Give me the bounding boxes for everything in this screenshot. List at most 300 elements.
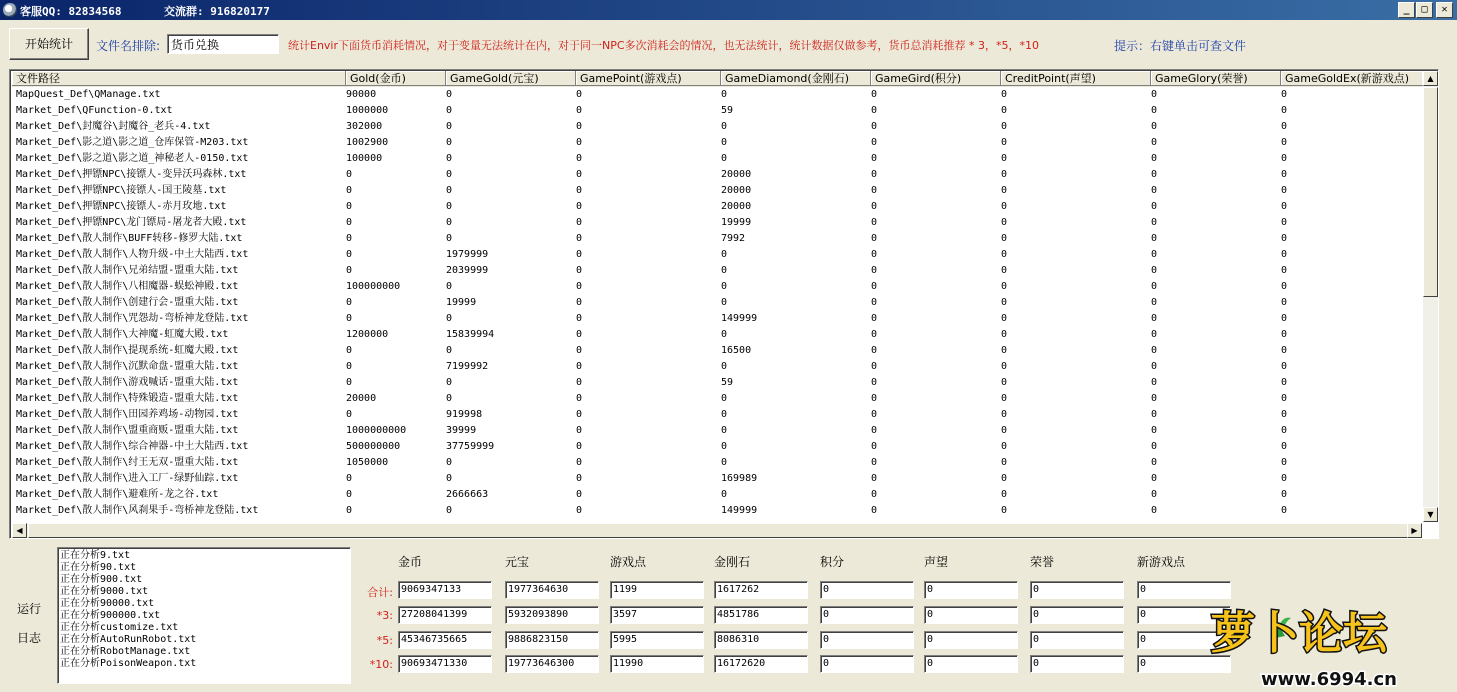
cell-value: 0 (1281, 393, 1288, 404)
summary-value-field[interactable]: 1977364630 (505, 581, 599, 599)
cell-value: 0 (446, 345, 453, 356)
cell-value: 0 (1151, 249, 1158, 260)
cell-value: 0 (1001, 185, 1008, 196)
cell-value: 0 (446, 393, 453, 404)
cell-value: 0 (721, 425, 728, 436)
table-row[interactable] (12, 311, 1422, 327)
cell-value: 0 (871, 281, 878, 292)
cell-value: 0 (1281, 505, 1288, 516)
summary-value-field[interactable]: 0 (924, 631, 1018, 649)
table-row[interactable] (12, 503, 1422, 519)
cell-value: 0 (871, 297, 878, 308)
cell-file-path: Market_Def\散人制作\人物升级-中土大陆西.txt (16, 249, 249, 260)
cell-value: 0 (576, 185, 583, 196)
summary-column-header: 元宝 (505, 555, 530, 569)
cell-value: 0 (871, 169, 878, 180)
hint-text: 提示：右键单击可查文件 (1114, 39, 1247, 53)
cell-value: 0 (576, 121, 583, 132)
cell-value: 0 (1151, 425, 1158, 436)
cell-value: 0 (576, 425, 583, 436)
summary-value-field[interactable]: 0 (820, 581, 914, 599)
cell-value: 0 (1001, 313, 1008, 324)
scroll-down-icon[interactable]: ▼ (1423, 507, 1438, 522)
cell-file-path: Market_Def\押镖NPC\接镖人-赤月玫地.txt (16, 201, 227, 212)
cell-value: 0 (1001, 297, 1008, 308)
cell-value: 919998 (446, 409, 483, 420)
cell-value: 0 (346, 345, 353, 356)
table-row[interactable] (12, 471, 1422, 487)
log-label-log: 日志 (17, 631, 42, 645)
cell-value: 0 (1281, 233, 1288, 244)
cell-value: 0 (446, 105, 453, 116)
cell-value: 0 (871, 409, 878, 420)
cell-value: 0 (576, 393, 583, 404)
cell-value: 0 (576, 233, 583, 244)
cell-value: 15839994 (446, 329, 495, 340)
cell-value: 0 (1151, 313, 1158, 324)
summary-value-field[interactable]: 1199 (610, 581, 704, 599)
cell-file-path: Market_Def\押镖NPC\接镖人-国王陵墓.txt (16, 185, 227, 196)
cell-value: 0 (1151, 473, 1158, 484)
filter-label: 文件名排除: (96, 39, 161, 53)
cell-value: 0 (1151, 297, 1158, 308)
summary-value-field[interactable]: 0 (820, 606, 914, 624)
cell-value: 0 (1281, 457, 1288, 468)
column-header[interactable]: GameGlory(荣誉) (1151, 71, 1281, 86)
summary-value-field[interactable]: 1617262 (714, 581, 808, 599)
summary-value-field[interactable]: 0 (924, 581, 1018, 599)
cell-value: 0 (346, 217, 353, 228)
cell-value: 0 (1281, 265, 1288, 276)
cell-value: 1000000 (346, 105, 389, 116)
cell-value: 0 (1001, 265, 1008, 276)
cell-value: 0 (1001, 137, 1008, 148)
cell-value: 0 (446, 233, 453, 244)
cell-value: 149999 (721, 313, 758, 324)
cell-value: 0 (576, 89, 583, 100)
table-row[interactable] (12, 343, 1422, 359)
cell-file-path: Market_Def\散人制作\进入工厂-绿野仙踪.txt (16, 473, 239, 484)
cell-value: 20000 (721, 185, 752, 196)
column-header[interactable]: GameGoldEx(新游戏点) (1281, 71, 1431, 86)
cell-value: 0 (871, 233, 878, 244)
cell-value: 0 (1281, 153, 1288, 164)
table-row[interactable] (12, 151, 1422, 167)
table-row[interactable] (12, 167, 1422, 183)
cell-value: 0 (1281, 121, 1288, 132)
cell-value: 0 (871, 345, 878, 356)
summary-value-field[interactable]: 8086310 (714, 631, 808, 649)
cell-value: 0 (1281, 409, 1288, 420)
cell-value: 0 (721, 281, 728, 292)
summary-value-field[interactable]: 0 (924, 655, 1018, 673)
cell-file-path: Market_Def\散人制作\沉默命盘-盟重大陆.txt (16, 361, 239, 372)
summary-value-field[interactable]: 3597 (610, 606, 704, 624)
cell-value: 0 (446, 89, 453, 100)
cell-value: 100000000 (346, 281, 401, 292)
summary-value-field[interactable]: 0 (1137, 655, 1231, 673)
cell-value: 0 (1151, 441, 1158, 452)
cell-value: 0 (1001, 345, 1008, 356)
scroll-up-icon[interactable]: ▲ (1423, 71, 1438, 86)
cell-value: 0 (871, 105, 878, 116)
cell-value: 16500 (721, 345, 752, 356)
cell-value: 0 (871, 329, 878, 340)
cell-file-path: Market_Def\散人制作\咒怨劫-弯桥神龙登陆.txt (16, 313, 249, 324)
cell-file-path: Market_Def\影之道\影之道_仓库保管-M203.txt (16, 137, 249, 148)
summary-value-field[interactable]: 90693471330 (398, 655, 492, 673)
cell-value: 0 (721, 297, 728, 308)
title-qq: 客服QQ: 82834568 (20, 5, 122, 18)
cell-value: 0 (346, 169, 353, 180)
cell-value: 59 (721, 105, 734, 116)
cell-value: 0 (1281, 281, 1288, 292)
cell-value: 0 (871, 265, 878, 276)
cell-value: 0 (1001, 505, 1008, 516)
cell-value: 0 (721, 249, 728, 260)
cell-value: 0 (1001, 105, 1008, 116)
column-header[interactable]: Gold(金币) (346, 71, 446, 86)
summary-row-label: *10: (369, 658, 393, 671)
cell-value: 0 (446, 201, 453, 212)
cell-value: 1002900 (346, 137, 389, 148)
cell-value: 0 (346, 233, 353, 244)
log-line: 正在分析9.txt (60, 550, 131, 561)
cell-value: 0 (1281, 361, 1288, 372)
cell-value: 0 (346, 185, 353, 196)
cell-value: 100000 (346, 153, 383, 164)
cell-value: 0 (1001, 329, 1008, 340)
summary-value-field[interactable]: 0 (1030, 631, 1124, 649)
start-stat-button[interactable]: 开始统计 (9, 28, 89, 60)
cell-value: 0 (576, 345, 583, 356)
cell-value: 0 (1001, 377, 1008, 388)
cell-value: 0 (1281, 329, 1288, 340)
cell-value: 0 (1151, 377, 1158, 388)
cell-value: 0 (1151, 105, 1158, 116)
cell-value: 0 (1281, 345, 1288, 356)
summary-row-label: *5: (376, 634, 393, 647)
cell-value: 0 (1151, 345, 1158, 356)
cell-value: 59 (721, 377, 734, 388)
cell-value: 0 (576, 105, 583, 116)
cell-value: 500000000 (346, 441, 401, 452)
cell-value: 0 (446, 377, 453, 388)
cell-value: 0 (446, 185, 453, 196)
table-row[interactable] (12, 183, 1422, 199)
title-bar (0, 0, 1457, 20)
vertical-scrollbar[interactable] (1423, 71, 1438, 522)
cell-value: 0 (721, 329, 728, 340)
table-row[interactable] (12, 247, 1422, 263)
table-row[interactable] (12, 215, 1422, 231)
cell-value: 0 (576, 313, 583, 324)
grid-header (12, 71, 1422, 87)
table-row[interactable] (12, 279, 1422, 295)
cell-value: 90000 (346, 89, 377, 100)
cell-value: 0 (1001, 393, 1008, 404)
cell-value: 149999 (721, 505, 758, 516)
cell-value: 0 (1281, 201, 1288, 212)
summary-value-field[interactable]: 5995 (610, 631, 704, 649)
log-line: 正在分析90000.txt (60, 598, 155, 609)
table-row[interactable] (12, 391, 1422, 407)
cell-file-path: Market_Def\散人制作\BUFF转移-修罗大陆.txt (16, 233, 243, 244)
cell-value: 0 (576, 361, 583, 372)
cell-value: 0 (576, 457, 583, 468)
table-row[interactable] (12, 295, 1422, 311)
summary-column-header: 声望 (924, 555, 949, 569)
filter-input[interactable] (167, 34, 279, 54)
cell-value: 0 (1001, 409, 1008, 420)
cell-value: 0 (446, 505, 453, 516)
column-header[interactable]: CreditPoint(声望) (1001, 71, 1151, 86)
table-row[interactable] (12, 199, 1422, 215)
minimize-button[interactable]: _ (1398, 2, 1415, 18)
logo-url-text: www.6994.cn (1261, 669, 1397, 690)
cell-value: 0 (1151, 89, 1158, 100)
summary-value-field[interactable]: 9069347133 (398, 581, 492, 599)
table-row[interactable] (12, 135, 1422, 151)
cell-value: 0 (1281, 185, 1288, 196)
cell-value: 0 (576, 265, 583, 276)
summary-value-field[interactable]: 45346735665 (398, 631, 492, 649)
column-header[interactable]: GameDiamond(金刚石) (721, 71, 871, 86)
summary-value-field[interactable]: 5932093890 (505, 606, 599, 624)
summary-value-field[interactable]: 19773646300 (505, 655, 599, 673)
cell-value: 0 (871, 121, 878, 132)
cell-value: 0 (576, 505, 583, 516)
cell-value: 0 (1281, 217, 1288, 228)
summary-value-field[interactable]: 0 (1030, 655, 1124, 673)
summary-value-field[interactable]: 0 (820, 631, 914, 649)
cell-value: 0 (1151, 329, 1158, 340)
cell-value: 0 (871, 153, 878, 164)
cell-value: 7199992 (446, 361, 489, 372)
cell-value: 0 (721, 361, 728, 372)
app-icon (3, 3, 17, 17)
summary-row-label: *3: (376, 609, 393, 622)
cell-value: 0 (446, 217, 453, 228)
cell-value: 0 (576, 297, 583, 308)
summary-value-field[interactable]: 9886823150 (505, 631, 599, 649)
cell-value: 0 (576, 473, 583, 484)
cell-value: 0 (346, 377, 353, 388)
cell-value: 0 (1281, 105, 1288, 116)
summary-value-field[interactable]: 0 (1137, 606, 1231, 624)
logo-brand-text: 萝卜论坛 (1211, 608, 1387, 659)
summary-value-field[interactable]: 16172620 (714, 655, 808, 673)
cell-file-path: Market_Def\散人制作\综合神器-中土大陆西.txt (16, 441, 249, 452)
cell-value: 0 (576, 153, 583, 164)
maximize-button[interactable]: □ (1416, 2, 1433, 18)
notice-text: 统计Envir下面货币消耗情况，对于变量无法统计在内，对于同一NPC多次消耗会的情况，也无法统计，统计数据仅做参考，货币总消耗推荐 * 3，*5，*10 (288, 39, 1040, 52)
cell-value: 19999 (446, 297, 477, 308)
cell-value: 0 (446, 473, 453, 484)
cell-value: 0 (1151, 217, 1158, 228)
cell-value: 20000 (346, 393, 377, 404)
cell-value: 0 (721, 457, 728, 468)
summary-value-field[interactable]: 4851786 (714, 606, 808, 624)
cell-value: 0 (576, 137, 583, 148)
cell-value: 1200000 (346, 329, 389, 340)
summary-value-field[interactable]: 0 (820, 655, 914, 673)
table-row[interactable] (12, 423, 1422, 439)
cell-value: 0 (1001, 473, 1008, 484)
cell-value: 0 (346, 297, 353, 308)
grid-rows[interactable] (12, 87, 1422, 522)
log-line: 正在分析customize.txt (60, 622, 179, 633)
log-box[interactable] (57, 547, 351, 684)
cell-value: 0 (576, 489, 583, 500)
table-row[interactable] (12, 231, 1422, 247)
cell-value: 0 (576, 201, 583, 212)
cell-file-path: Market_Def\散人制作\特殊锻造-盟重大陆.txt (16, 393, 239, 404)
cell-value: 0 (721, 393, 728, 404)
cell-value: 0 (1151, 233, 1158, 244)
cell-value: 0 (576, 441, 583, 452)
table-row[interactable] (12, 439, 1422, 455)
cell-file-path: Market_Def\散人制作\创建行会-盟重大陆.txt (16, 297, 239, 308)
summary-value-field[interactable]: 0 (1137, 631, 1231, 649)
table-row[interactable] (12, 487, 1422, 503)
cell-value: 0 (1151, 393, 1158, 404)
cell-value: 0 (721, 89, 728, 100)
cell-value: 0 (1001, 457, 1008, 468)
column-header[interactable]: GameGird(积分) (871, 71, 1001, 86)
cell-value: 0 (1001, 233, 1008, 244)
cell-value: 1050000 (346, 457, 389, 468)
table-row[interactable] (12, 375, 1422, 391)
cell-value: 0 (871, 505, 878, 516)
cell-value: 0 (1281, 89, 1288, 100)
cell-value: 0 (871, 137, 878, 148)
table-row[interactable] (12, 103, 1422, 119)
cell-value: 19999 (721, 217, 752, 228)
cell-value: 169989 (721, 473, 758, 484)
cell-value: 0 (1151, 281, 1158, 292)
cell-value: 0 (1281, 473, 1288, 484)
table-row[interactable] (12, 87, 1422, 103)
forum-logo (1205, 590, 1455, 690)
summary-value-field[interactable]: 0 (1030, 581, 1124, 599)
cell-value: 0 (446, 137, 453, 148)
cell-value: 0 (1001, 441, 1008, 452)
cell-file-path: Market_Def\散人制作\八相魔器-蜈蚣神殿.txt (16, 281, 239, 292)
cell-file-path: MapQuest_Def\QManage.txt (16, 89, 161, 100)
cell-value: 0 (721, 489, 728, 500)
cell-value: 0 (1151, 505, 1158, 516)
cell-value: 0 (446, 153, 453, 164)
summary-value-field[interactable]: 0 (924, 606, 1018, 624)
cell-value: 0 (446, 457, 453, 468)
summary-value-field[interactable]: 27208041399 (398, 606, 492, 624)
cell-value: 0 (346, 249, 353, 260)
cell-value: 0 (721, 153, 728, 164)
cell-file-path: Market_Def\散人制作\风刹果手-弯桥神龙登陆.txt (16, 505, 259, 516)
cell-value: 302000 (346, 121, 383, 132)
cell-value: 0 (1001, 201, 1008, 212)
cell-file-path: Market_Def\封魔谷\封魔谷_老兵-4.txt (16, 121, 211, 132)
cell-value: 0 (1151, 121, 1158, 132)
cell-value: 0 (446, 281, 453, 292)
cell-value: 0 (1001, 169, 1008, 180)
summary-column-header: 荣誉 (1030, 555, 1055, 569)
cell-value: 0 (1001, 89, 1008, 100)
table-row[interactable] (12, 119, 1422, 135)
close-button[interactable]: ✕ (1436, 2, 1453, 18)
table-row[interactable] (12, 359, 1422, 375)
summary-column-header: 游戏点 (610, 555, 647, 569)
cell-value: 0 (576, 217, 583, 228)
cell-value: 0 (1151, 201, 1158, 212)
title-group: 交流群: 916820177 (164, 5, 270, 18)
summary-value-field[interactable]: 11990 (610, 655, 704, 673)
cell-value: 0 (1151, 137, 1158, 148)
scroll-right-icon[interactable]: ▶ (1407, 523, 1422, 538)
log-line: 正在分析900000.txt (60, 610, 161, 621)
cell-value: 0 (576, 281, 583, 292)
log-label-run: 运行 (17, 602, 42, 616)
cell-value: 2666663 (446, 489, 489, 500)
cell-file-path: Market_Def\押镖NPC\接镖人-变异沃玛森林.txt (16, 169, 247, 180)
cell-value: 0 (346, 505, 353, 516)
cell-file-path: Market_Def\散人制作\提现系统-虹魔大殿.txt (16, 345, 239, 356)
cell-file-path: Market_Def\散人制作\避难所-龙之谷.txt (16, 489, 219, 500)
cell-value: 0 (1281, 297, 1288, 308)
cell-file-path: Market_Def\散人制作\盟重商贩-盟重大陆.txt (16, 425, 239, 436)
table-row[interactable] (12, 263, 1422, 279)
cell-value: 0 (1001, 425, 1008, 436)
cell-value: 7992 (721, 233, 746, 244)
cell-value: 0 (1281, 441, 1288, 452)
vertical-scroll-thumb[interactable] (1423, 87, 1438, 297)
cell-value: 0 (871, 473, 878, 484)
summary-column-header: 新游戏点 (1137, 555, 1186, 569)
cell-value: 0 (1151, 265, 1158, 276)
table-row[interactable] (12, 407, 1422, 423)
cell-value: 0 (1281, 377, 1288, 388)
cell-value: 0 (346, 265, 353, 276)
log-line: 正在分析90.txt (60, 562, 137, 573)
horizontal-scrollbar[interactable] (12, 523, 1422, 538)
cell-value: 0 (1281, 249, 1288, 260)
column-header[interactable]: GamePoint(游戏点) (576, 71, 721, 86)
cell-value: 0 (871, 441, 878, 452)
cell-value: 0 (871, 425, 878, 436)
cell-value: 37759999 (446, 441, 495, 452)
cell-value: 0 (871, 489, 878, 500)
cell-value: 39999 (446, 425, 477, 436)
cell-value: 0 (721, 121, 728, 132)
summary-value-field[interactable]: 0 (1137, 581, 1231, 599)
scroll-left-icon[interactable]: ◀ (12, 523, 27, 538)
log-line: 正在分析9000.txt (60, 586, 149, 597)
cell-value: 0 (871, 201, 878, 212)
table-row[interactable] (12, 327, 1422, 343)
column-header[interactable]: 文件路径 (12, 71, 346, 86)
table-row[interactable] (12, 455, 1422, 471)
cell-file-path: Market_Def\散人制作\田园养鸡场-动物园.txt (16, 409, 239, 420)
summary-value-field[interactable]: 0 (1030, 606, 1124, 624)
cell-value: 0 (346, 473, 353, 484)
cell-value: 0 (1001, 121, 1008, 132)
cell-file-path: Market_Def\QFunction-0.txt (16, 105, 173, 116)
column-header[interactable]: GameGold(元宝) (446, 71, 576, 86)
horizontal-scroll-thumb[interactable] (28, 523, 1418, 538)
cell-value: 0 (1151, 153, 1158, 164)
result-grid[interactable] (9, 69, 1439, 539)
